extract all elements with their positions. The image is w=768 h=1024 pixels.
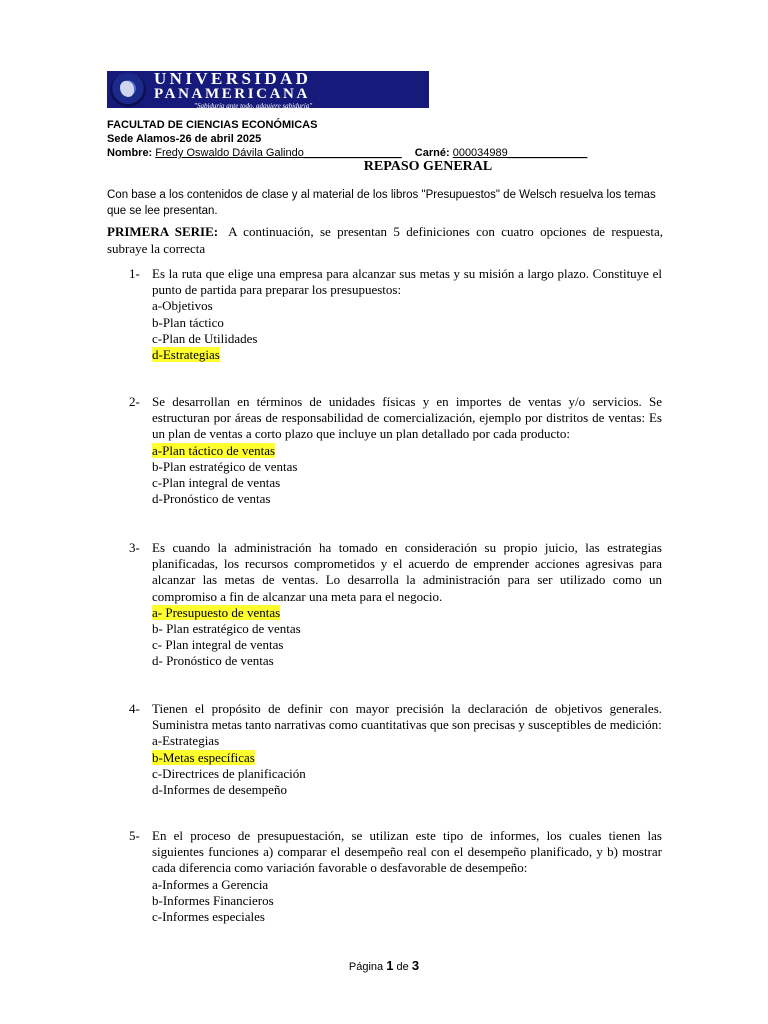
question-stem: Es cuando la administración ha tomado en consideración su propio juicio, las estrategias planificadas, los recursos comprometidos y el acuerdo de emprender acciones agresivas para alcanzar las metas de ventas. Lo desarrolla la administración para ser utilizado como un compromiso a fin de alcanzar una meta para el negocio.: [152, 540, 662, 604]
highlighted-answer: a-Plan táctico de ventas: [152, 442, 276, 458]
answer-option: [152, 653, 662, 669]
option-text: a-Estrategias: [152, 733, 220, 749]
option-text: d-Pronóstico de ventas: [152, 491, 271, 507]
question-number: 2-: [129, 394, 140, 409]
serie-label: PRIMERA SERIE:: [107, 224, 219, 239]
footer-page-total: 3: [411, 958, 420, 973]
footer-of-word: de: [396, 961, 409, 973]
answer-option: [152, 637, 662, 653]
question-number: 1-: [129, 266, 140, 281]
document-title-text: REPASO GENERAL: [363, 159, 493, 174]
logo-line-2: PANAMERICANA: [154, 85, 310, 102]
answer-option: [152, 766, 662, 782]
name-line: [107, 146, 587, 160]
highlighted-answer: a- Presupuesto de ventas: [152, 604, 281, 620]
option-text: b- Plan estratégico de ventas: [152, 621, 301, 637]
answer-option: [152, 877, 662, 893]
question-4: [129, 701, 662, 798]
question-stem: Tienen el propósito de definir con mayor precisión la declaración de objetivos generales. Suministra metas tanto narrativas como cuantitativas que son precisas y susceptibles de medición:: [152, 701, 662, 733]
answer-option: [152, 750, 662, 766]
university-logo: [107, 68, 429, 110]
option-text: c- Plan integral de ventas: [152, 637, 284, 653]
question-5: [129, 828, 662, 925]
question-stem: Es la ruta que elige una empresa para alcanzar sus metas y su misión a largo plazo. Constituye el punto de partida para preparar los presupuestos:: [152, 266, 662, 298]
question-1: [129, 266, 662, 363]
answer-option: [152, 475, 662, 491]
question-stem: En el proceso de presupuestación, se utilizan este tipo de informes, los cuales tienen las siguientes funciones a) comparar el desempeño real con el desempeño planificado, y b) mostrar cada diferencia como variación favorable o desfavorable de desempeño:: [152, 828, 662, 876]
question-stem: Se desarrollan en términos de unidades físicas y en importes de ventas y/o servicios. Se estructuran por áreas de responsabilidad de comercialización, ejemplo por distritos de ventas: Es un plan de ventas a corto plazo que incluye un plan detallado por cada producto:: [152, 394, 662, 442]
faculty-line: FACULTAD DE CIENCIAS ECONÓMICAS: [107, 119, 318, 131]
option-text: b-Informes Financieros: [152, 892, 274, 908]
answer-option: [152, 298, 662, 314]
intro-paragraph: Con base a los contenidos de clase y al material de los libros "Presupuestos" de Welsch resuelva los temas que se lee presentan.: [107, 189, 656, 217]
answer-option: [152, 909, 662, 925]
carne-label: Carné:: [414, 147, 453, 159]
serie-instructions: [107, 223, 663, 257]
page-footer: [0, 958, 768, 973]
question-number: 5-: [129, 828, 140, 843]
carne-value: 000034989_____________: [452, 147, 588, 159]
option-text: c-Informes especiales: [152, 909, 265, 925]
logo-motto: "Sabiduría ante todo, adquiere sabiduría": [194, 101, 313, 110]
question-3: [129, 540, 662, 670]
logo-line-1: UNIVERSIDAD: [154, 68, 312, 88]
option-text: b-Plan táctico: [152, 314, 224, 330]
highlighted-answer: d-Estrategias: [152, 347, 220, 363]
answer-option: [152, 347, 662, 363]
answer-option: [152, 605, 662, 621]
answer-option: [152, 621, 662, 637]
answer-option: [152, 893, 662, 909]
sede-line: Sede Alamos-26 de abril 2025: [107, 133, 262, 145]
answer-option: [152, 491, 662, 507]
option-text: a-Informes a Gerencia: [152, 876, 269, 892]
question-number: 4-: [129, 701, 140, 716]
document-title: [0, 159, 768, 175]
option-text: c-Plan integral de ventas: [152, 475, 281, 491]
serie-text: A continuación, se presentan 5 definiciones con cuatro opciones de respuesta, subraye la correcta: [107, 224, 663, 256]
question-number: 3-: [129, 540, 140, 555]
answer-option: [152, 782, 662, 798]
option-text: b-Plan estratégico de ventas: [152, 458, 298, 474]
option-text: c-Directrices de planificación: [152, 765, 306, 781]
answer-option: [152, 443, 662, 459]
question-2: [129, 394, 662, 507]
highlighted-answer: b-Metas específicas: [152, 749, 255, 765]
answer-option: [152, 459, 662, 475]
option-text: c-Plan de Utilidades: [152, 330, 258, 346]
option-text: a-Objetivos: [152, 298, 213, 314]
answer-option: [152, 315, 662, 331]
answer-option: [152, 733, 662, 749]
answer-option: [152, 331, 662, 347]
footer-page-number: 1: [386, 958, 394, 973]
logo-text: [154, 70, 312, 110]
footer-page-word: Página: [348, 961, 384, 973]
option-text: d- Pronóstico de ventas: [152, 653, 274, 669]
university-seal-icon: [110, 73, 146, 107]
name-value: Fredy Oswaldo Dávila Galindo________________: [155, 147, 402, 159]
option-text: d-Informes de desempeño: [152, 782, 288, 798]
name-label: Nombre:: [107, 147, 156, 159]
